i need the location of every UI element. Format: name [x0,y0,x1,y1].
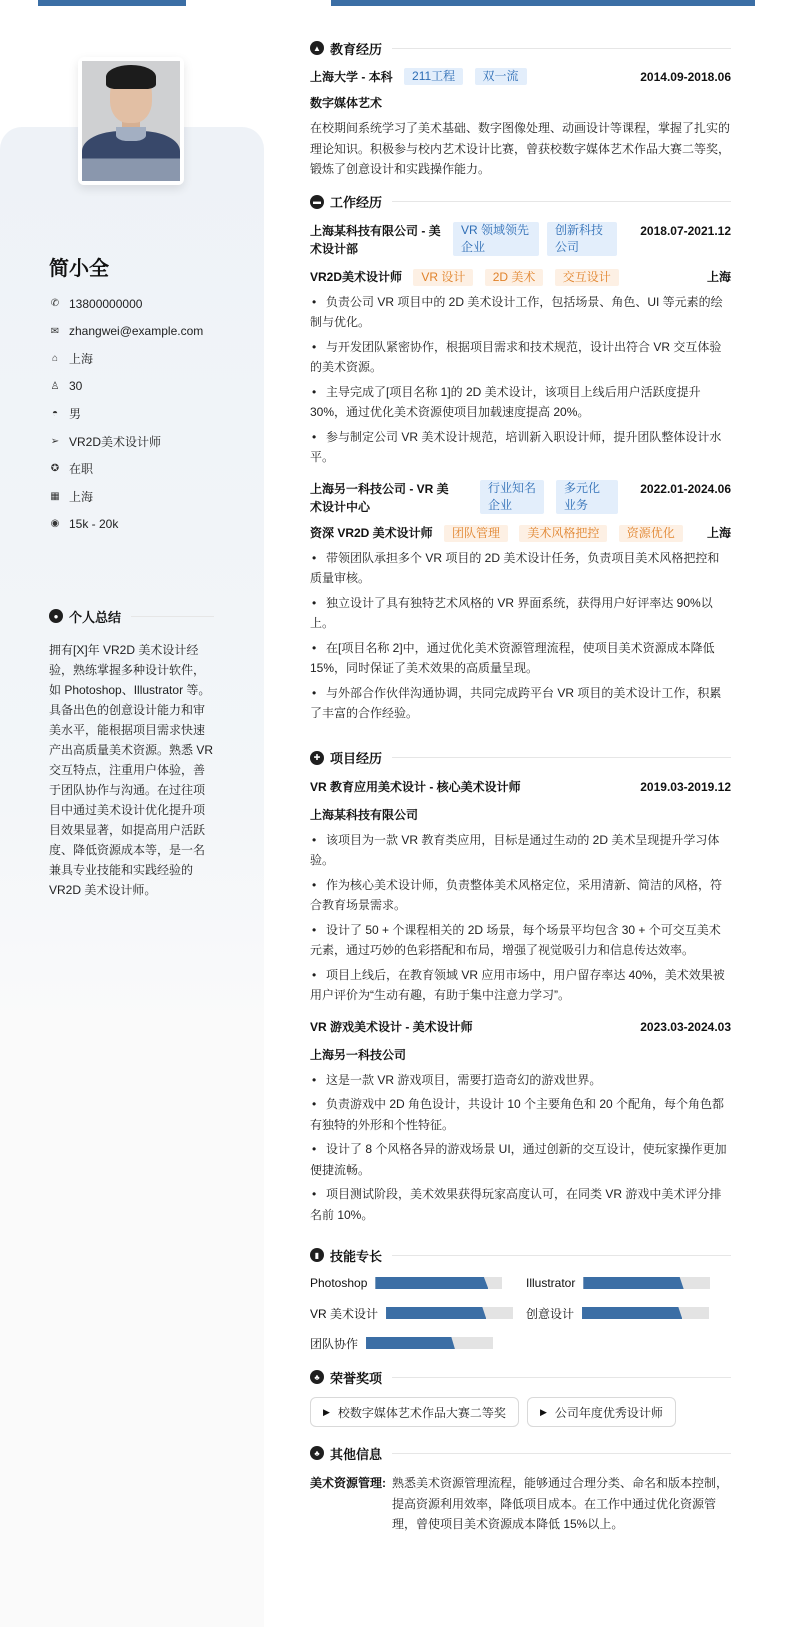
project-name: VR 教育应用美术设计 - 核心美术设计师 [310,779,521,794]
skill-name: 创意设计 [526,1306,575,1321]
list-item: • 主导完成了[项目名称 1]的 2D 美术设计，该项目上线后用户活跃度提升 30%，通过优化美术资源使项目加载速度提高 20%。 [310,384,701,419]
info-age [49,373,203,401]
divider [392,201,731,202]
list-item: • 这是一款 VR 游戏项目，需要打造奇幻的游戏世界。 [312,1072,602,1087]
list-item: • 作为核心美术设计师，负责整体美术风格定位，采用清新、简洁的风格，符合教育场景需求。 [310,877,723,912]
user-circle-icon: ● [49,609,63,623]
summary-section-title [49,604,214,628]
skill-name: Illustrator [526,1276,576,1290]
work-header [310,222,731,258]
info-position [49,428,203,456]
education-title: 教育经历 [330,41,383,57]
header-accent-bar-left [38,0,186,6]
skill-item [310,1275,526,1291]
project-entry [310,778,731,1006]
info-email [49,318,203,346]
header-accent-bar-right [331,0,755,6]
project-date: 2023.03-2024.03 [640,1019,731,1034]
projects-section-title [310,746,731,770]
bar-chart-icon: ▮ [310,1248,324,1262]
list-item: • 独立设计了具有独特艺术风格的 VR 界面系统，获得用户好评率达 90%以上。 [310,595,713,630]
work-date: 2022.01-2024.06 [640,481,731,496]
list-item: • 设计了 50 + 个课程相关的 2D 场景，每个场景平均包含 30 + 个可交互美术元素，通过巧妙的色彩搭配和布局，增强了视觉吸引力和信息传达效率。 [310,922,721,957]
work-header [310,480,731,516]
list-item: • 与开发团队紧密协作，根据项目需求和技术规范，设计出符合 VR 交互体验的美术资源。 [310,339,722,374]
work-date: 2018.07-2021.12 [640,223,731,238]
list-item: • 带领团队承担多个 VR 项目的 2D 美术设计任务，负责项目美术风格把控和质量审核。 [310,550,720,585]
role-row [310,268,731,286]
info-salary [49,510,203,538]
skill-item [310,1335,526,1351]
avatar [78,57,184,185]
work-bullets [310,292,731,468]
role-tag: 团队管理 [444,525,508,542]
info-icon: ♣ [310,1446,324,1460]
work-location: 上海 [706,525,731,540]
list-item: • 该项目为一款 VR 教育类应用，目标是通过生动的 2D 美术呈现提升学习体验。 [310,832,720,867]
list-item: • 设计了 8 个风格各异的游戏场景 UI，通过创新的交互设计，使玩家操作更加便捷流畅。 [310,1142,727,1177]
cake-icon: ♙ [50,380,60,392]
project-name: VR 游戏美术设计 - 美术设计师 [310,1019,473,1034]
skills-section-title [310,1243,731,1267]
skill-item [310,1305,526,1321]
school-name: 上海大学 - 本科 [310,70,393,84]
project-bullets [310,1070,731,1226]
trophy-icon: ♣ [310,1370,324,1384]
work-location: 上海 [706,269,731,284]
gender-value: 男 [69,407,82,422]
awards-list [310,1397,731,1427]
education-header [310,68,731,86]
location-value: 上海 [69,352,94,367]
project-company: 上海某科技有限公司 [310,807,419,822]
divider [392,757,731,758]
skill-bar [366,1337,493,1349]
project-header [310,1018,731,1036]
company-tag: 行业知名企业 [480,480,544,514]
role-title: 资深 VR2D 美术设计师 [310,525,433,540]
award-item: ▶ 校数字媒体艺术作品大赛二等奖 [310,1397,519,1427]
list-item: • 在[项目名称 2]中，通过优化美术资源管理流程，使项目美术资源成本降低 15%，同时保证了美术效果的高质量呈现。 [310,640,715,675]
skill-item [526,1275,731,1291]
age-value: 30 [69,379,83,394]
candidate-name: 简小全 [49,258,109,280]
education-section-title [310,36,731,60]
triangle-right-icon: ▶ [323,1406,330,1417]
project-entry [310,1018,731,1226]
award-item: ▶ 公司年度优秀设计师 [527,1397,676,1427]
other-section-title [310,1441,731,1465]
email-value: zhangwei@example.com [69,324,204,339]
major: 数字媒体艺术 [310,96,383,110]
briefcase-icon: ▬ [310,195,324,209]
company-tag: 多元化业务 [556,480,618,514]
graduation-cap-icon: ▲ [310,41,324,55]
position-value: VR2D美术设计师 [69,434,162,449]
mail-icon: ✉ [50,325,60,337]
grid-icon: ✚ [310,751,324,765]
divider [392,1255,731,1256]
awards-title: 荣誉奖项 [330,1370,383,1386]
work-bullets [310,548,731,724]
education-date: 2014.09-2018.06 [640,70,731,84]
company-name: 上海另一科技公司 - VR 美术设计中心 [310,481,449,514]
work-title: 工作经历 [330,195,383,210]
divider [392,48,731,49]
salary-value: 15k - 20k [69,516,119,531]
list-item: • 负责游戏中 2D 角色设计，共设计 10 个主要角色和 20 个配角，每个角色都有独特的外形和个性特征。 [310,1097,725,1132]
projects-title: 项目经历 [330,751,383,766]
summary-text: 拥有[X]年 VR2D 美术设计经验，熟练掌握多种设计软件，如 Photoshop、Illustrator 等。具备出色的创意设计能力和审美水平，能根据项目需求快速产出高质量美术资源。熟悉 VR 交互特点，注重用户体验，善于团队协作与沟通。在过往项目中通过美术设计优化提升项目效果显著，如提高用户活跃度、降低资源成本等，是一名兼具专业技能和实践经验的 VR2D 美术设计师。 [49,643,214,897]
info-city [49,483,203,511]
list-item: • 项目上线后，在教育领域 VR 应用市场中，用户留存率达 40%，美术效果被用户评价为“生动有趣，有助于集中注意力学习”。 [310,967,725,1002]
info-status [49,455,203,483]
skill-name: 团队协作 [310,1336,359,1351]
other-title: 其他信息 [330,1446,383,1462]
divider [392,1377,731,1378]
home-icon: ⌂ [51,353,59,365]
info-location [49,345,203,373]
skill-name: VR 美术设计 [310,1306,379,1321]
divider [392,1453,731,1454]
project-date: 2019.03-2019.12 [640,779,731,794]
role-tag: 美术风格把控 [519,525,607,542]
other-label: 美术资源管理: [310,1476,386,1490]
divider [131,616,214,617]
work-entry [310,222,731,468]
work-section-title [310,190,731,214]
role-tag: 2D 美术 [485,269,544,286]
company-tag: 创新科技公司 [547,222,617,256]
skill-item [526,1305,731,1321]
info-phone [49,290,203,318]
project-company: 上海另一科技公司 [310,1047,407,1062]
profile-photo [82,61,180,181]
summary-title: 个人总结 [69,609,122,625]
skill-name: Photoshop [310,1276,368,1290]
role-tag: VR 设计 [413,269,473,286]
city-value: 上海 [69,489,94,504]
send-icon: ➢ [50,435,60,447]
work-entry [310,480,731,724]
gender-icon: ◓ [51,408,59,420]
role-tag: 资源优化 [619,525,683,542]
status-value: 在职 [69,462,94,477]
status-icon: ✪ [50,463,60,475]
role-title: VR2D美术设计师 [310,269,403,284]
education-description: 在校期间系统学习了美术基础、数字图像处理、动画设计等课程，掌握了扎实的理论知识。积极参与校内艺术设计比赛，曾获校数字媒体艺术作品大赛二等奖，锻炼了创意设计和实践操作能力。 [310,121,731,176]
project-header [310,778,731,796]
list-item: • 项目测试阶段，美术效果获得玩家高度认可，在同类 VR 游戏中美术评分排名前 10%。 [310,1187,722,1222]
project-bullets [310,830,731,1006]
skills-title: 技能专长 [330,1248,383,1264]
skill-bar [583,1277,710,1289]
contact-info-list [49,290,203,538]
triangle-right-icon: ▶ [539,1406,547,1417]
phone-icon: ✆ [50,298,60,310]
company-name: 上海某科技有限公司 - 美术设计部 [310,223,441,256]
school-tag: 211工程 [404,68,463,85]
phone-value: 13800000000 [69,296,143,311]
skill-bar [375,1277,502,1289]
skills-grid [310,1275,731,1351]
company-tag: VR 领域领先企业 [453,222,539,256]
list-item: • 负责公司 VR 项目中的 2D 美术设计工作，包括场景、角色、UI 等元素的绘制与优化。 [310,294,723,329]
list-item: • 与外部合作伙伴沟通协调，共同完成跨平台 VR 项目的美术设计工作，积累了丰富的合作经验。 [310,685,722,720]
role-tag: 交互设计 [555,269,619,286]
skill-bar [386,1307,513,1319]
role-row [310,524,731,542]
salary-icon: ◉ [50,518,60,530]
awards-section-title [310,1365,731,1389]
main-content [310,36,731,1535]
other-item [310,1473,731,1535]
list-item: • 参与制定公司 VR 美术设计规范，培训新入职设计师，提升团队整体设计水平。 [310,429,722,464]
info-gender [49,400,203,428]
school-tag: 双一流 [475,68,527,85]
other-text: 熟悉美术资源管理流程，能够通过合理分类、命名和版本控制，提高资源利用效率，降低项目成本。在工作中通过优化资源管理，曾使项目美术资源成本降低 15%以上。 [392,1476,729,1531]
building-icon: ▦ [50,490,60,502]
skill-bar [582,1307,709,1319]
